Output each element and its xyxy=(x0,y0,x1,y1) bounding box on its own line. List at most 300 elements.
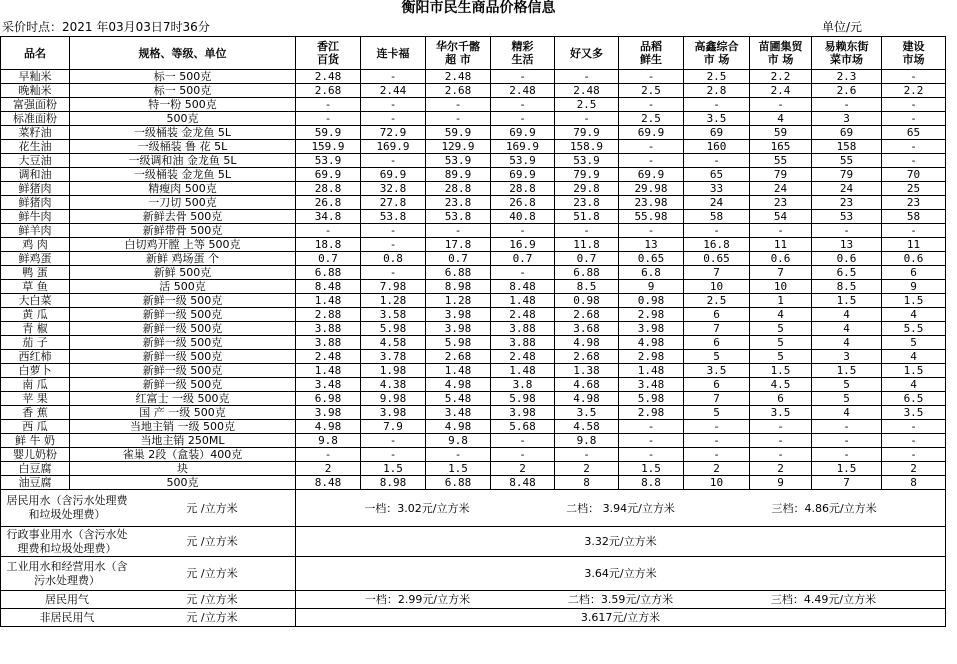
price-cell: 69.9 xyxy=(491,126,555,140)
price-cell: 3.98 xyxy=(361,406,426,420)
price-cell: - xyxy=(684,224,750,238)
price-cell: 5 xyxy=(812,392,882,406)
price-cell: 3.5 xyxy=(555,406,619,420)
price-cell: 1.28 xyxy=(361,294,426,308)
price-cell: - xyxy=(361,266,426,280)
price-cell: 2.68 xyxy=(555,308,619,322)
price-cell: 159.9 xyxy=(296,140,361,154)
item-name: 西 瓜 xyxy=(1,420,70,434)
utility-row xyxy=(1,490,946,527)
header-row xyxy=(1,37,946,70)
price-cell: - xyxy=(619,140,684,154)
price-cell: 1 xyxy=(750,294,812,308)
price-cell: 3.68 xyxy=(555,322,619,336)
price-cell: - xyxy=(750,434,812,448)
price-cell: 53.9 xyxy=(296,154,361,168)
price-cell: 2.2 xyxy=(882,84,946,98)
price-cell: 79.9 xyxy=(555,126,619,140)
price-cell: - xyxy=(750,448,812,462)
price-cell: 8.48 xyxy=(296,280,361,294)
table-row xyxy=(1,168,946,182)
utility-label: 工业用水和经营用水（含污水处理费） xyxy=(6,559,128,587)
price-cell: 3.5 xyxy=(882,406,946,420)
price-cell: 1.5 xyxy=(812,364,882,378)
price-cell: 24 xyxy=(750,182,812,196)
price-cell: 55 xyxy=(812,154,882,168)
price-cell: 2.68 xyxy=(555,350,619,364)
item-name: 苹 果 xyxy=(1,392,70,406)
item-spec: 白切鸡开膛 上等 500克 xyxy=(70,238,296,252)
table-row xyxy=(1,336,946,350)
utility-tiers xyxy=(296,527,946,557)
utility-name xyxy=(1,557,296,591)
utility-unit: 元 /立方米 xyxy=(186,567,238,580)
price-cell: 53.8 xyxy=(426,210,491,224)
table-row xyxy=(1,406,946,420)
price-cell: 4 xyxy=(750,112,812,126)
price-cell: - xyxy=(491,434,555,448)
price-cell: 8.48 xyxy=(296,476,361,490)
price-cell: 2.5 xyxy=(684,294,750,308)
price-cell: 65 xyxy=(882,126,946,140)
price-cell: 0.98 xyxy=(619,294,684,308)
price-cell: - xyxy=(750,98,812,112)
price-cell: 2.5 xyxy=(555,98,619,112)
price-cell: 79.9 xyxy=(555,168,619,182)
price-cell: 158 xyxy=(812,140,882,154)
price-cell: - xyxy=(750,420,812,434)
price-cell: 10 xyxy=(750,280,812,294)
price-cell: 4.68 xyxy=(555,378,619,392)
price-cell: 2.3 xyxy=(812,70,882,84)
price-cell: 4.98 xyxy=(426,378,491,392)
price-cell: - xyxy=(684,98,750,112)
item-name: 晚籼米 xyxy=(1,84,70,98)
price-cell: 3.88 xyxy=(296,322,361,336)
table-row xyxy=(1,126,946,140)
item-name: 富强面粉 xyxy=(1,98,70,112)
price-cell: 2.5 xyxy=(619,112,684,126)
price-cell: 2.8 xyxy=(684,84,750,98)
price-cell: 5.5 xyxy=(882,322,946,336)
price-cell: 158.9 xyxy=(555,140,619,154)
price-cell: 6.5 xyxy=(812,266,882,280)
price-cell: - xyxy=(882,98,946,112)
price-cell: 17.8 xyxy=(426,238,491,252)
price-cell: 2.68 xyxy=(426,350,491,364)
header-store: 建设 市场 xyxy=(882,37,946,70)
price-cell: 1.5 xyxy=(882,364,946,378)
price-cell: 5 xyxy=(750,336,812,350)
price-cell: 1.5 xyxy=(812,294,882,308)
price-cell: 2 xyxy=(750,462,812,476)
price-cell: 4.98 xyxy=(426,420,491,434)
price-cell: 0.6 xyxy=(882,252,946,266)
item-spec: 新鲜一级 500克 xyxy=(70,350,296,364)
price-cell: - xyxy=(491,224,555,238)
price-cell: 3 xyxy=(812,112,882,126)
item-name: 西红柿 xyxy=(1,350,70,364)
price-cell: 6 xyxy=(684,378,750,392)
price-cell: 3.48 xyxy=(619,378,684,392)
price-cell: 4 xyxy=(812,308,882,322)
item-spec: 一级桶装 金龙鱼 5L xyxy=(70,126,296,140)
price-cell: - xyxy=(619,98,684,112)
price-cell: 2 xyxy=(296,462,361,476)
price-cell: 27.8 xyxy=(361,196,426,210)
price-cell: 3.5 xyxy=(684,364,750,378)
price-cell: - xyxy=(361,434,426,448)
header-store: 易赖东街 菜市场 xyxy=(812,37,882,70)
price-cell: - xyxy=(619,420,684,434)
item-name: 标准面粉 xyxy=(1,112,70,126)
price-cell: - xyxy=(361,98,426,112)
item-spec: 一级桶装 金龙鱼 5L xyxy=(70,168,296,182)
utility-unit: 元 /立方米 xyxy=(186,535,238,548)
price-cell: - xyxy=(361,154,426,168)
price-cell: 3.98 xyxy=(491,406,555,420)
price-cell: 58 xyxy=(882,210,946,224)
price-cell: 3.5 xyxy=(684,112,750,126)
price-cell: 29.98 xyxy=(619,182,684,196)
utility-unit: 元 /立方米 xyxy=(186,501,238,515)
utility-tier: 一档：3.02元/立方米 xyxy=(364,501,470,515)
unit-label: 单位/元 xyxy=(822,20,863,34)
price-cell: 1.48 xyxy=(619,364,684,378)
table-row xyxy=(1,98,946,112)
item-spec: 新鲜一级 500克 xyxy=(70,336,296,350)
price-cell: 2.4 xyxy=(750,84,812,98)
item-name: 鲜牛肉 xyxy=(1,210,70,224)
price-cell: 3.98 xyxy=(426,308,491,322)
price-cell: 1.98 xyxy=(361,364,426,378)
price-cell: 9 xyxy=(882,280,946,294)
price-cell: 2.48 xyxy=(491,308,555,322)
price-cell: 1.5 xyxy=(750,364,812,378)
utility-tier: 3.64元/立方米 xyxy=(584,567,657,580)
price-cell: 58 xyxy=(684,210,750,224)
price-cell: - xyxy=(619,224,684,238)
utility-unit: 元 /立方米 xyxy=(186,593,238,606)
item-name: 黄 瓜 xyxy=(1,308,70,322)
price-cell: 4.98 xyxy=(296,420,361,434)
price-cell: 0.8 xyxy=(361,252,426,266)
price-cell: 65 xyxy=(684,168,750,182)
price-cell: 1.28 xyxy=(426,294,491,308)
item-name: 鲜猪肉 xyxy=(1,196,70,210)
price-cell: - xyxy=(361,70,426,84)
item-spec: 新鲜一级 500克 xyxy=(70,294,296,308)
table-row xyxy=(1,210,946,224)
price-cell: - xyxy=(882,154,946,168)
price-cell: 8.98 xyxy=(361,476,426,490)
collect-label: 采价时点： xyxy=(2,20,63,34)
price-cell: 5 xyxy=(684,406,750,420)
price-cell: 11 xyxy=(750,238,812,252)
price-cell: 23.98 xyxy=(619,196,684,210)
price-cell: 7 xyxy=(684,392,750,406)
price-cell: 0.6 xyxy=(812,252,882,266)
utility-name xyxy=(1,527,296,557)
price-cell: - xyxy=(361,238,426,252)
table-row xyxy=(1,350,946,364)
table-row xyxy=(1,154,946,168)
item-spec: 雀巢 2段（盒装）400克 xyxy=(70,448,296,462)
price-cell: 3.8 xyxy=(491,378,555,392)
item-name: 鸡 肉 xyxy=(1,238,70,252)
item-spec: 500克 xyxy=(70,112,296,126)
page-title: 衡阳市民生商品价格信息 xyxy=(401,0,556,16)
price-cell: 2.2 xyxy=(750,70,812,84)
price-cell: 25 xyxy=(882,182,946,196)
price-cell: - xyxy=(426,224,491,238)
price-cell: - xyxy=(684,448,750,462)
price-cell: - xyxy=(619,448,684,462)
price-cell: 4 xyxy=(750,308,812,322)
price-cell: 1.48 xyxy=(491,364,555,378)
price-cell: 53.9 xyxy=(491,154,555,168)
price-cell: 2 xyxy=(882,462,946,476)
price-cell: 28.8 xyxy=(426,182,491,196)
price-cell: 5 xyxy=(684,350,750,364)
price-cell: 24 xyxy=(684,196,750,210)
price-cell: 53 xyxy=(812,210,882,224)
price-cell: 9 xyxy=(619,280,684,294)
price-cell: 5.98 xyxy=(426,336,491,350)
price-cell: 3.88 xyxy=(491,322,555,336)
table-row xyxy=(1,476,946,490)
price-cell: 3.98 xyxy=(426,322,491,336)
price-cell: - xyxy=(491,266,555,280)
utility-tier: 三档：4.86元/立方米 xyxy=(771,501,877,515)
utility-row xyxy=(1,557,946,591)
item-spec: 新鲜一级 500克 xyxy=(70,322,296,336)
price-cell: 24 xyxy=(812,182,882,196)
item-spec: 当地主销 一级 500克 xyxy=(70,420,296,434)
price-cell: - xyxy=(684,154,750,168)
item-name: 菜籽油 xyxy=(1,126,70,140)
price-cell: 3.5 xyxy=(750,406,812,420)
item-spec: 标一 500克 xyxy=(70,84,296,98)
price-cell: 2.48 xyxy=(296,70,361,84)
price-cell: 3 xyxy=(812,350,882,364)
price-cell: 53.9 xyxy=(426,154,491,168)
price-cell: 16.9 xyxy=(491,238,555,252)
price-cell: - xyxy=(361,448,426,462)
header-store: 苗圃集贸 市 场 xyxy=(750,37,812,70)
price-cell: 23 xyxy=(812,196,882,210)
price-cell: 3.98 xyxy=(619,322,684,336)
price-cell: 6.88 xyxy=(296,266,361,280)
price-cell: 1.5 xyxy=(426,462,491,476)
item-spec: 精瘦肉 500克 xyxy=(70,182,296,196)
table-row xyxy=(1,434,946,448)
price-cell: 4 xyxy=(882,308,946,322)
price-cell: 5.68 xyxy=(491,420,555,434)
table-row xyxy=(1,70,946,84)
item-name: 白豆腐 xyxy=(1,462,70,476)
price-table xyxy=(0,36,946,627)
price-cell: 6 xyxy=(684,336,750,350)
utility-tier: 三档：4.49元/立方米 xyxy=(770,593,877,606)
item-name: 大豆油 xyxy=(1,154,70,168)
price-cell: 28.8 xyxy=(491,182,555,196)
price-cell: - xyxy=(882,140,946,154)
price-cell: 0.7 xyxy=(491,252,555,266)
price-cell: 53.9 xyxy=(555,154,619,168)
price-cell: 2.98 xyxy=(619,350,684,364)
price-cell: 32.8 xyxy=(361,182,426,196)
item-spec: 一级调和油 金龙鱼 5L xyxy=(70,154,296,168)
price-cell: 2.48 xyxy=(555,84,619,98)
price-cell: - xyxy=(296,98,361,112)
price-cell: 3.88 xyxy=(296,336,361,350)
price-cell: 51.8 xyxy=(555,210,619,224)
price-cell: - xyxy=(882,434,946,448)
price-cell: - xyxy=(750,224,812,238)
price-cell: 9.8 xyxy=(555,434,619,448)
price-cell: 9.98 xyxy=(361,392,426,406)
price-cell: 5 xyxy=(750,322,812,336)
price-cell: 8.5 xyxy=(555,280,619,294)
price-cell: 0.65 xyxy=(684,252,750,266)
price-cell: 69.9 xyxy=(619,168,684,182)
price-cell: - xyxy=(812,448,882,462)
utility-tiers xyxy=(296,557,946,591)
price-cell: 3.58 xyxy=(361,308,426,322)
price-cell: 69.9 xyxy=(491,168,555,182)
table-row xyxy=(1,280,946,294)
price-cell: 9.8 xyxy=(426,434,491,448)
price-cell: - xyxy=(684,420,750,434)
price-cell: 6.88 xyxy=(555,266,619,280)
price-cell: 7.9 xyxy=(361,420,426,434)
item-spec: 一级桶装 鲁 花 5L xyxy=(70,140,296,154)
price-cell: - xyxy=(491,112,555,126)
price-cell: - xyxy=(882,112,946,126)
price-cell: 26.8 xyxy=(296,196,361,210)
price-cell: 1.5 xyxy=(882,294,946,308)
price-cell: 53.8 xyxy=(361,210,426,224)
price-cell: - xyxy=(296,448,361,462)
item-spec: 一刀切 500克 xyxy=(70,196,296,210)
item-name: 婴儿奶粉 xyxy=(1,448,70,462)
table-row xyxy=(1,294,946,308)
item-name: 调和油 xyxy=(1,168,70,182)
table-row xyxy=(1,238,946,252)
utility-tiers xyxy=(296,609,946,627)
utility-tier: 二档： 3.94元/立方米 xyxy=(566,501,675,515)
table-row xyxy=(1,112,946,126)
utility-name xyxy=(1,609,296,627)
utility-label: 居民用水（含污水处理费和垃圾处理费） xyxy=(6,494,128,521)
price-cell: 0.7 xyxy=(426,252,491,266)
price-cell: - xyxy=(812,98,882,112)
item-spec: 新鲜带骨 500克 xyxy=(70,224,296,238)
price-cell: 4.58 xyxy=(361,336,426,350)
table-row xyxy=(1,196,946,210)
price-cell: 0.7 xyxy=(296,252,361,266)
item-spec: 红富士 一级 500克 xyxy=(70,392,296,406)
price-cell: - xyxy=(491,98,555,112)
price-cell: 13 xyxy=(812,238,882,252)
price-cell: - xyxy=(361,224,426,238)
collect-time: 2021 年03月03日7时36分 xyxy=(62,20,210,34)
item-spec: 活 500克 xyxy=(70,280,296,294)
price-cell: 34.8 xyxy=(296,210,361,224)
price-cell: 1.5 xyxy=(812,462,882,476)
item-spec: 新鲜一级 500克 xyxy=(70,378,296,392)
table-row xyxy=(1,322,946,336)
price-cell: 69.9 xyxy=(296,168,361,182)
price-cell: 1.5 xyxy=(619,462,684,476)
price-cell: - xyxy=(882,224,946,238)
price-cell: 28.8 xyxy=(296,182,361,196)
header-store: 香江 百货 xyxy=(296,37,361,70)
price-cell: 6 xyxy=(882,266,946,280)
price-cell: 5.98 xyxy=(619,392,684,406)
item-name: 香 蕉 xyxy=(1,406,70,420)
price-cell: 3.48 xyxy=(296,378,361,392)
price-cell: - xyxy=(882,70,946,84)
price-cell: 0.6 xyxy=(750,252,812,266)
item-name: 早籼米 xyxy=(1,70,70,84)
price-cell: 4.5 xyxy=(750,378,812,392)
item-name: 鸭 蛋 xyxy=(1,266,70,280)
price-cell: 8 xyxy=(555,476,619,490)
price-cell: 5.98 xyxy=(361,322,426,336)
item-spec: 国 产 一级 500克 xyxy=(70,406,296,420)
item-spec: 500克 xyxy=(70,476,296,490)
price-cell: 4.38 xyxy=(361,378,426,392)
price-cell: 169.9 xyxy=(361,140,426,154)
item-name: 油豆腐 xyxy=(1,476,70,490)
item-name: 草 鱼 xyxy=(1,280,70,294)
price-cell: 2.48 xyxy=(491,350,555,364)
item-name: 南 瓜 xyxy=(1,378,70,392)
price-cell: - xyxy=(555,224,619,238)
table-row xyxy=(1,224,946,238)
price-cell: 6.88 xyxy=(426,266,491,280)
price-cell: 7 xyxy=(750,266,812,280)
price-cell: 40.8 xyxy=(491,210,555,224)
price-cell: 10 xyxy=(684,280,750,294)
price-cell: - xyxy=(619,434,684,448)
price-cell: 6 xyxy=(750,392,812,406)
price-cell: - xyxy=(426,448,491,462)
price-cell: - xyxy=(882,448,946,462)
price-cell: 2.98 xyxy=(619,308,684,322)
item-spec: 新鲜 鸡场蛋 个 xyxy=(70,252,296,266)
price-cell: 4 xyxy=(812,336,882,350)
price-cell: 4.98 xyxy=(555,336,619,350)
price-cell: 59.9 xyxy=(296,126,361,140)
item-name: 鲜 牛 奶 xyxy=(1,434,70,448)
price-cell: 3.98 xyxy=(296,406,361,420)
price-cell: 4 xyxy=(882,378,946,392)
item-name: 白萝卜 xyxy=(1,364,70,378)
price-cell: 6.8 xyxy=(619,266,684,280)
price-cell: 69.9 xyxy=(619,126,684,140)
price-cell: 72.9 xyxy=(361,126,426,140)
item-spec: 特一粉 500克 xyxy=(70,98,296,112)
price-cell: - xyxy=(361,112,426,126)
item-spec: 当地主销 250ML xyxy=(70,434,296,448)
price-cell: 8 xyxy=(882,476,946,490)
price-cell: 59 xyxy=(750,126,812,140)
price-cell: 8.48 xyxy=(491,476,555,490)
price-cell: 2.88 xyxy=(296,308,361,322)
